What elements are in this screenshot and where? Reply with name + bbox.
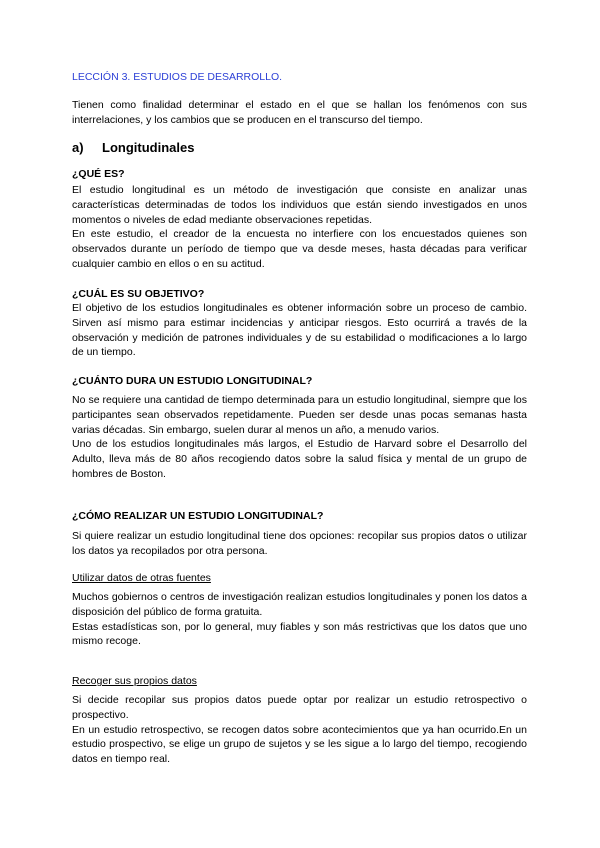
paragraph-que-es-2: En este estudio, el creador de la encuesta no interfiere con los encuestados quienes son observados durante un período de tiempo que va desde meses, hasta décadas para verificar cualquier cambio en ellos o en su actitud. bbox=[72, 228, 527, 270]
paragraph-duracion bbox=[72, 393, 527, 482]
paragraph-otras-fuentes-1: Muchos gobiernos o centros de investigación realizan estudios longitudinales y ponen los datos a disposición del público de forma gratuita. bbox=[72, 591, 527, 618]
question-heading-objetivo: ¿CUÁL ES SU OBJETIVO? bbox=[72, 288, 205, 300]
question-heading-que-es: ¿QUÉ ES? bbox=[72, 168, 125, 180]
paragraph-que-es bbox=[72, 183, 527, 272]
paragraph-otras-fuentes bbox=[72, 590, 527, 649]
paragraph-propios-datos-2: En un estudio retrospectivo, se recogen datos sobre acontecimientos que ya han ocurrido.En un estudio prospectivo, se elige un grupo de sujetos y se les sigue a lo largo del tiempo, recogiendo datos en tiempo real. bbox=[72, 723, 527, 766]
paragraph-que-es-1: El estudio longitudinal es un método de investigación que consiste en analizar unas características determinadas de todos los individuos que están siendo investigados en unos momentos o niveles de edad mediante observaciones repetidas. bbox=[72, 184, 527, 226]
question-heading-duracion: ¿CUÁNTO DURA UN ESTUDIO LONGITUDINAL? bbox=[72, 375, 313, 387]
question-heading-como: ¿CÓMO REALIZAR UN ESTUDIO LONGITUDINAL? bbox=[72, 510, 324, 522]
section-heading bbox=[72, 140, 527, 156]
paragraph-duracion-1: No se requiere una cantidad de tiempo determinada para un estudio longitudinal, siempre que los participantes sean observados repetidamente. Pueden ser desde unas pocas semanas hasta varias décadas. Sin embargo, suelen durar al menos un año, a menudo varios. bbox=[72, 394, 527, 436]
subheading-otras-fuentes: Utilizar datos de otras fuentes bbox=[72, 572, 211, 584]
intro-paragraph: Tienen como finalidad determinar el estado en el que se hallan los fenómenos con sus interrelaciones, y los cambios que se producen en el transcurso del tiempo. bbox=[72, 99, 527, 126]
paragraph-duracion-2: Uno de los estudios longitudinales más largos, el Estudio de Harvard sobre el Desarrollo del Adulto, lleva más de 80 años recogiendo datos sobre la salud física y mental de un grupo de hombres de Boston. bbox=[72, 438, 527, 480]
paragraph-como: Si quiere realizar un estudio longitudinal tiene dos opciones: recopilar sus propios datos o utilizar los datos ya recopilados por otra persona. bbox=[72, 530, 527, 557]
paragraph-propios-datos bbox=[72, 693, 527, 767]
section-number: a) bbox=[72, 140, 84, 155]
subheading-propios-datos: Recoger sus propios datos bbox=[72, 675, 197, 687]
paragraph-objetivo: El objetivo de los estudios longitudinales es obtener información sobre un proceso de cambio. Sirven así mismo para estimar incidencias y anticipar riesgos. Esto ocurrirá a través de la observación y medición de patrones individuales y de su estabilidad o modificaciones a lo largo de un tiempo. bbox=[72, 302, 527, 359]
paragraph-propios-datos-1: Si decide recopilar sus propios datos puede optar por realizar un estudio retrospectivo o prospectivo. bbox=[72, 694, 527, 721]
lesson-title: LECCIÓN 3. ESTUDIOS DE DESARROLLO. bbox=[72, 71, 283, 83]
paragraph-otras-fuentes-2: Estas estadísticas son, por lo general, muy fiables y son más restrictivas que los datos que uno mismo recoge. bbox=[72, 620, 527, 648]
section-title: Longitudinales bbox=[102, 140, 195, 155]
